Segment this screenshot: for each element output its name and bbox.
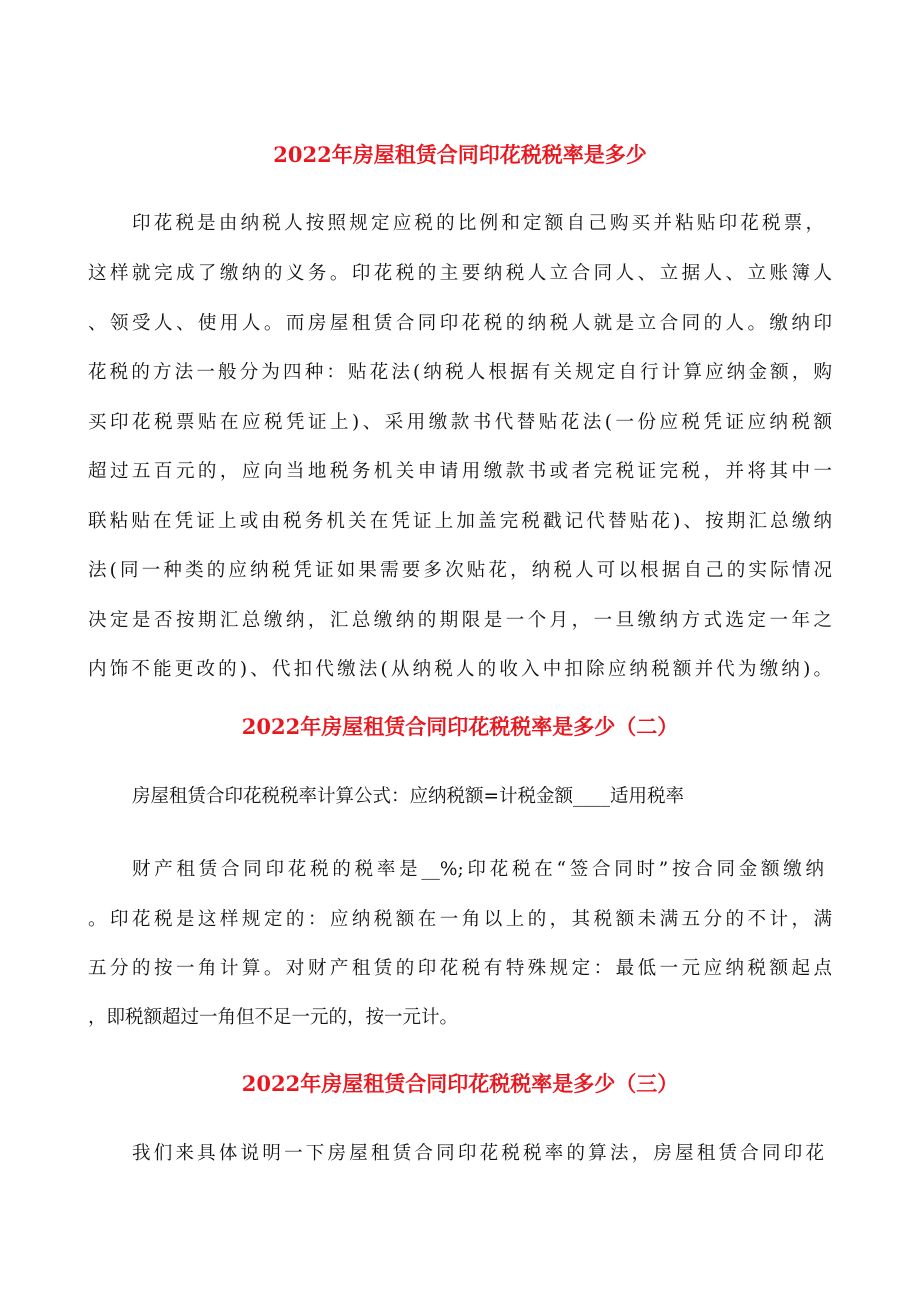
paragraph-line: 、领受人、使用人。而房屋租赁合同印花税的纳税人就是立合同的人。缴纳印 [88, 313, 832, 334]
paragraph-line: ，即税额超过一角但不足一元的，按一元计。 [88, 1007, 459, 1028]
paragraph-line: 联粘贴在凭证上或由税务机关在凭证上加盖完税戳记代替贴花)、按期汇总缴纳 [88, 511, 832, 532]
paragraph-line: 印花税是由纳税人按照规定应税的比例和定额自己购买并粘贴印花税票， [132, 213, 824, 234]
paragraph-line: 我们来具体说明一下房屋租赁合同印花税税率的算法，房屋租赁合同印花 [132, 1143, 824, 1164]
section-2-heading: 2022年房屋租赁合同印花税税率是多少（二） [241, 714, 679, 739]
formula-line: 房屋租赁合印花税税率计算公式：应纳税额=计税金额____适用税率 [132, 786, 685, 807]
paragraph-line: 财产租赁合同印花税的税率是__%;印花税在“签合同时”按合同金额缴纳 [132, 859, 824, 880]
document-title: 2022年房屋租赁合同印花税税率是多少 [273, 142, 647, 167]
paragraph-line: 决定是否按期汇总缴纳，汇总缴纳的期限是一个月，一旦缴纳方式选定一年之 [88, 610, 832, 631]
paragraph-line: 法(同一种类的应纳税凭证如果需要多次贴花，纳税人可以根据自己的实际情况 [88, 560, 832, 581]
paragraph-line: 买印花税票贴在应税凭证上)、采用缴款书代替贴花法(一份应税凭证应纳税额 [88, 412, 832, 433]
paragraph-line: 花税的方法一般分为四种：贴花法(纳税人根据有关规定自行计算应纳金额，购 [88, 362, 832, 383]
paragraph-line: 这样就完成了缴纳的义务。印花税的主要纳税人立合同人、立据人、立账簿人 [88, 263, 832, 284]
paragraph-line: 内饰不能更改的)、代扣代缴法(从纳税人的收入中扣除应纳税额并代为缴纳)。 [88, 659, 832, 680]
section-3-heading: 2022年房屋租赁合同印花税税率是多少（三） [241, 1071, 679, 1096]
paragraph-line: 五分的按一角计算。对财产租赁的印花税有特殊规定：最低一元应纳税额起点 [88, 958, 832, 979]
paragraph-line: 。印花税是这样规定的：应纳税额在一角以上的，其税额未满五分的不计，满 [88, 909, 832, 930]
paragraph-line: 超过五百元的，应向当地税务机关申请用缴款书或者完税证完税，并将其中一 [88, 461, 832, 482]
